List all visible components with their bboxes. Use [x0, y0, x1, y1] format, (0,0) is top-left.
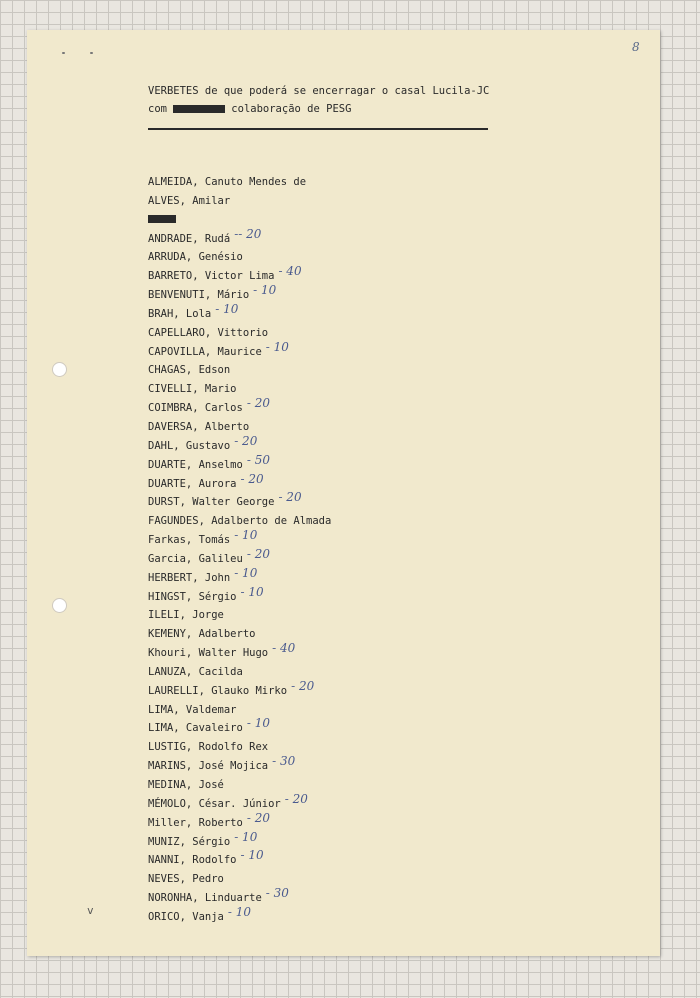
list-item — [148, 718, 335, 737]
list-item — [148, 678, 335, 700]
struck-out-entry — [148, 215, 176, 223]
entry-name: FAGUNDES, Adalberto de Almada — [148, 515, 332, 528]
handwritten-note: - 20 — [284, 791, 308, 806]
list-item — [148, 226, 335, 248]
list-item — [148, 791, 335, 813]
list-item — [148, 530, 335, 549]
punch-hole — [52, 598, 67, 613]
list-item — [148, 247, 335, 266]
list-item — [148, 810, 335, 832]
handwritten-note: - 10 — [265, 339, 289, 354]
list-item — [148, 323, 335, 342]
entry-name: ORICO, Vanja — [148, 910, 224, 923]
entry-name: DUARTE, Aurora — [148, 477, 237, 490]
entry-name: Miller, Roberto — [148, 816, 243, 829]
entry-name: LIMA, Valdemar — [148, 703, 237, 716]
list-item — [148, 869, 335, 888]
entry-name: ALMEIDA, Canuto Mendes de — [148, 176, 307, 188]
header-line-2-suffix: colaboração de PESG — [231, 103, 352, 115]
list-item — [148, 904, 335, 926]
entry-name: Farkas, Tomás — [148, 534, 231, 547]
header-line-2-prefix: com — [148, 103, 167, 115]
entry-name: HERBERT, John — [148, 571, 231, 584]
list-item — [148, 662, 335, 681]
handwritten-note: - 10 — [253, 283, 277, 298]
entry-name: MARINS, José Mojica — [148, 760, 269, 773]
ink-dot — [62, 52, 65, 54]
entry-name: NORONHA, Linduarte — [148, 892, 262, 905]
handwritten-note: - 20 — [240, 471, 264, 486]
handwritten-note: - 10 — [215, 301, 239, 316]
entry-name: CAPOVILLA, Maurice — [148, 345, 262, 358]
entry-name: CHAGAS, Edson — [148, 364, 231, 377]
entry-name: KEMENY, Adalberto — [148, 628, 256, 641]
list-item — [148, 452, 335, 474]
entry-name: LIMA, Cavaleiro — [148, 722, 243, 735]
list-item — [148, 643, 335, 662]
entry-name: ILELI, Jorge — [148, 609, 224, 622]
entry-name: CAPELLARO, Vittorio — [148, 326, 269, 339]
list-item — [148, 565, 335, 587]
handwritten-note: - 40 — [272, 641, 296, 656]
list-item — [148, 398, 335, 417]
entry-name: COIMBRA, Carlos — [148, 402, 243, 415]
list-item — [148, 191, 335, 210]
list-item — [148, 584, 335, 606]
handwritten-note: - 20 — [234, 433, 258, 448]
handwritten-note: - 50 — [246, 452, 270, 467]
list-item — [148, 379, 335, 398]
redaction-mark — [173, 105, 225, 113]
entry-name: LAURELLI, Glauko Mirko — [148, 684, 288, 697]
handwritten-note: - 20 — [246, 810, 270, 825]
list-item — [148, 737, 335, 756]
handwritten-note: - 20 — [278, 490, 302, 505]
list-item — [148, 700, 335, 719]
handwritten-note: - 40 — [278, 264, 302, 279]
handwritten-note: -- 20 — [234, 226, 262, 241]
entry-name: LUSTIG, Rodolfo Rex — [148, 741, 269, 754]
list-item — [148, 301, 335, 323]
list-item — [148, 172, 335, 191]
list-item — [148, 756, 335, 775]
list-item — [148, 433, 335, 455]
punch-hole — [52, 362, 67, 377]
entry-name: Garcia, Galileu — [148, 552, 243, 565]
handwritten-note: - 10 — [246, 716, 270, 731]
entry-name: HINGST, Sérgio — [148, 590, 237, 603]
handwritten-note: - 20 — [291, 678, 315, 693]
list-item — [148, 471, 335, 493]
document-page — [27, 30, 660, 956]
list-item — [148, 285, 335, 304]
handwritten-note: - 30 — [272, 754, 296, 769]
list-item — [148, 546, 335, 568]
list-item — [148, 339, 335, 361]
list-item — [148, 210, 335, 229]
page-number: 8 — [632, 40, 640, 54]
entry-name: ARRUDA, Genésio — [148, 251, 243, 264]
handwritten-note: - 20 — [246, 546, 270, 561]
entry-name: DURST, Walter George — [148, 496, 275, 509]
handwritten-note: - 10 — [234, 829, 258, 844]
handwritten-note: - 10 — [240, 848, 264, 863]
header-rule — [148, 128, 488, 130]
ink-dot — [90, 52, 93, 54]
header-line-1: VERBETES de que poderá se encerragar o casal Lucila-JC — [148, 85, 490, 97]
list-item — [148, 605, 335, 624]
header-line-2 — [148, 100, 489, 118]
list-item — [148, 850, 335, 869]
margin-mark: v — [87, 904, 94, 917]
entry-name: BARRETO, Victor Lima — [148, 270, 275, 283]
handwritten-note: - 20 — [246, 396, 270, 411]
entry-name: ANDRADE, Rudá — [148, 232, 231, 245]
document-header — [148, 82, 489, 118]
entry-name: MEDINA, José — [148, 779, 224, 791]
entry-name: NANNI, Rodolfo — [148, 854, 237, 867]
list-item — [148, 266, 335, 285]
entry-list — [148, 172, 335, 926]
entry-name: DAVERSA, Alberto — [148, 420, 250, 433]
entry-name: NEVES, Pedro — [148, 873, 224, 886]
entry-name: BENVENUTI, Mário — [148, 289, 250, 302]
handwritten-note: - 10 — [240, 584, 264, 599]
list-item — [148, 417, 335, 436]
entry-name: DUARTE, Anselmo — [148, 458, 243, 471]
entry-name: MÉMOLO, César. Júnior — [148, 797, 281, 810]
handwritten-note: - 10 — [227, 904, 251, 919]
entry-name: MUNIZ, Sérgio — [148, 835, 231, 848]
entry-name: DAHL, Gustavo — [148, 439, 231, 452]
entry-name: Khouri, Walter Hugo — [148, 647, 269, 660]
list-item — [148, 492, 335, 511]
entry-name: CIVELLI, Mario — [148, 383, 237, 396]
entry-name: LANUZA, Cacilda — [148, 665, 243, 678]
handwritten-note: - 10 — [234, 528, 258, 543]
handwritten-note: - 10 — [234, 565, 258, 580]
list-item — [148, 360, 335, 379]
entry-name: BRAH, Lola — [148, 307, 212, 320]
handwritten-note: - 30 — [265, 886, 289, 901]
list-item — [148, 624, 335, 643]
entry-name: ALVES, Amilar — [148, 194, 231, 207]
